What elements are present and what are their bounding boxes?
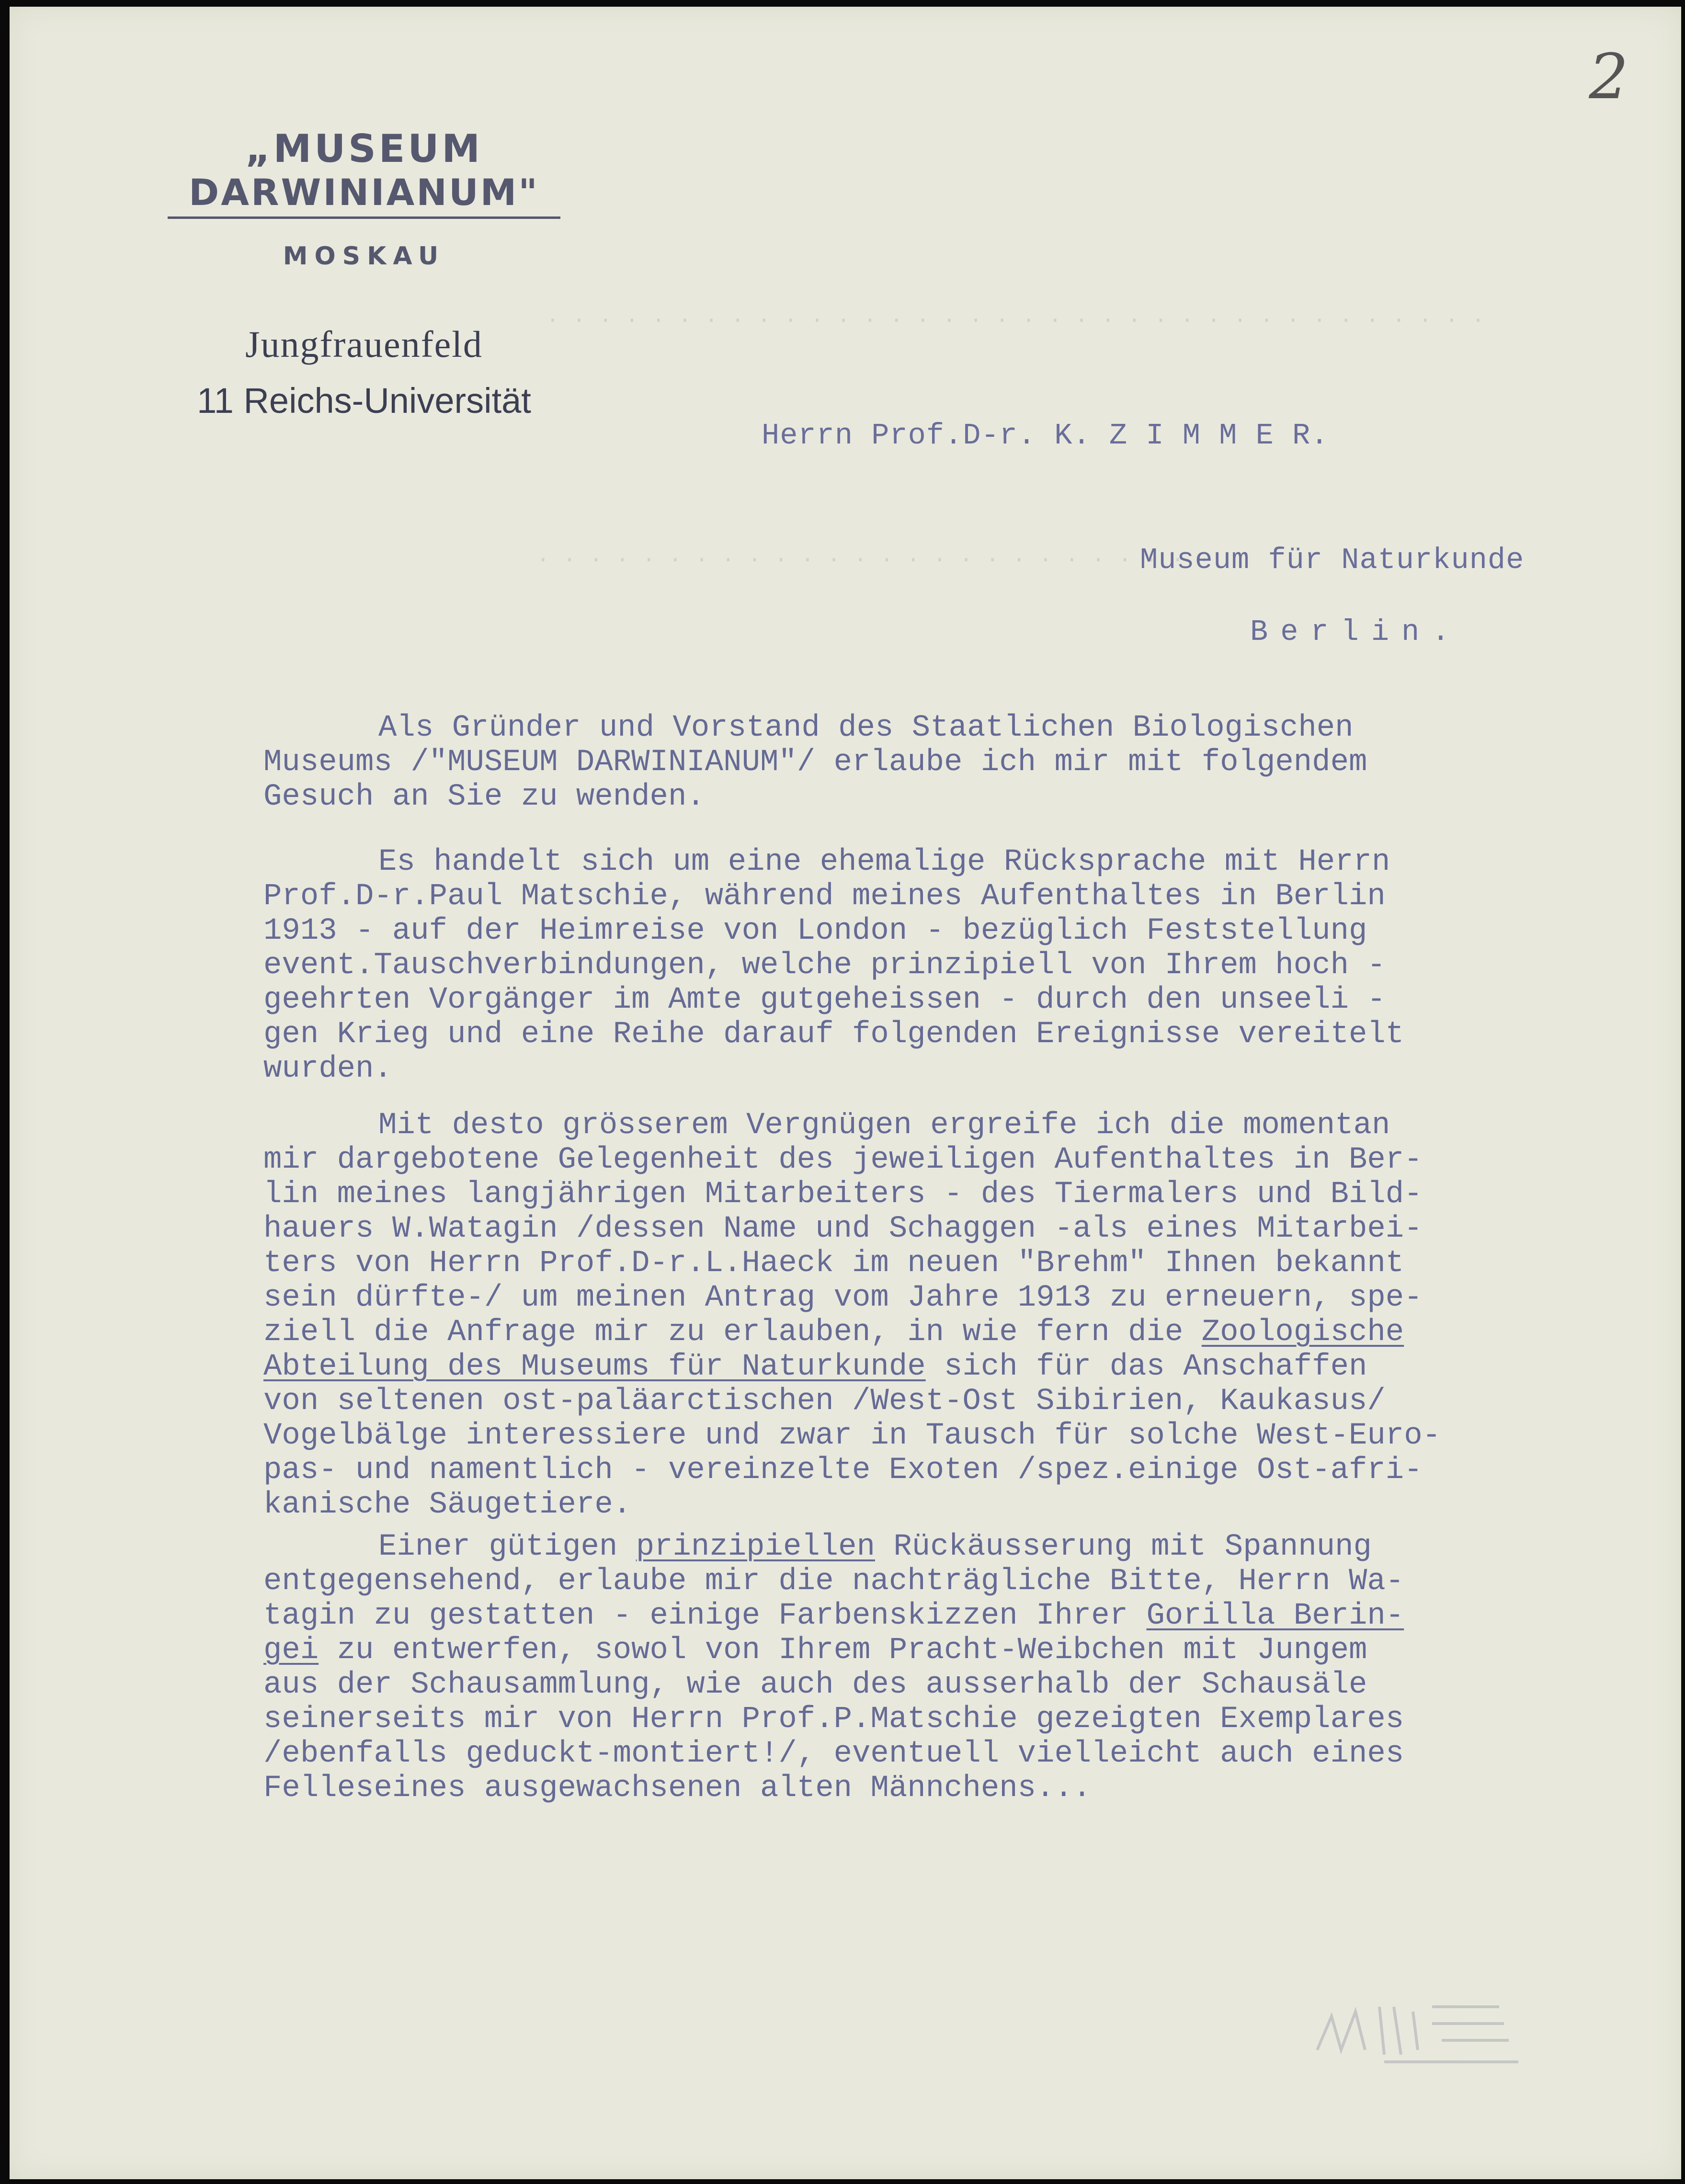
underlined-text: gei <box>263 1633 319 1668</box>
text-fragment: tagin zu gestatten - einige Farbenskizzen Ihrer <box>263 1599 1147 1633</box>
recipient-institution: Museum für Naturkunde <box>1140 543 1525 577</box>
text-line: Als Gründer und Vorstand des Staatlichen Biologischen <box>378 711 1354 745</box>
paragraph-2 <box>263 845 1624 1086</box>
text-line: Prof.D-r.Paul Matschie, während meines Aufenthaltes in Berlin <box>263 879 1386 914</box>
text-line <box>263 1633 1624 1668</box>
text-line: /ebenfalls geduckt-montiert!/, eventuell vielleicht auch eines <box>263 1737 1404 1771</box>
text-line: sein dürfte-/ um meinen Antrag vom Jahre 1913 zu erneuern, spe- <box>263 1281 1423 1315</box>
text-line: wurden. <box>263 1052 392 1086</box>
text-fragment: sich für das Anschaffen <box>925 1350 1367 1384</box>
museum-stamp <box>168 126 560 271</box>
letter-page <box>10 7 1681 2179</box>
text-fragment: Einer gütigen <box>378 1530 636 1564</box>
text-line: Felleseines ausgewachsenen alten Männchens... <box>263 1771 1092 1806</box>
text-line <box>263 1530 1624 1564</box>
text-line: Gesuch an Sie zu wenden. <box>263 780 705 814</box>
text-line: gen Krieg und eine Reihe darauf folgenden Ereignisse vereitelt <box>263 1017 1404 1052</box>
page-number-mark: 2 <box>1589 40 1628 113</box>
text-fragment: Rückäusserung mit Spannung <box>875 1530 1372 1564</box>
sender-address <box>177 323 551 421</box>
underlined-text: Gorilla Berin- <box>1146 1599 1404 1633</box>
text-fragment: ziell die Anfrage mir zu erlauben, in wie fern die <box>263 1315 1202 1350</box>
text-line: Mit desto grösserem Vergnügen ergreife ich die momentan <box>378 1108 1390 1143</box>
sender-address-street: Jungfrauenfeld <box>245 323 483 365</box>
stamp-line-2: DARWINIANUM" <box>168 171 560 219</box>
text-line: aus der Schausammlung, wie auch des ausserhalb der Schausäle <box>263 1668 1367 1702</box>
text-line <box>263 1599 1624 1633</box>
text-line <box>263 1315 1624 1350</box>
text-line: lin meines langjährigen Mitarbeiters - des Tiermalers und Bild- <box>263 1177 1423 1212</box>
faded-signature-stamp <box>1298 1978 1537 2074</box>
text-line: hauers W.Watagin /dessen Name und Schaggen -als eines Mitarbei- <box>263 1212 1423 1246</box>
text-line: pas- und namentlich - vereinzelte Exoten /spez.einige Ost-afri- <box>263 1453 1423 1488</box>
text-line <box>263 1350 1624 1384</box>
text-line: Museums /"MUSEUM DARWINIANUM"/ erlaube ich mir mit folgendem <box>263 745 1367 780</box>
text-line: entgegensehend, erlaube mir die nachträgliche Bitte, Herrn Wa- <box>263 1564 1404 1599</box>
text-line: Vogelbälge interessiere und zwar in Tausch für solche West-Euro- <box>263 1419 1441 1453</box>
underlined-text: Zoologische <box>1201 1315 1404 1350</box>
bleed-through-text: . . . . . . . . . . . . . . . . . . . . . . . . . . . . . . . . . . . . <box>546 304 1485 329</box>
paragraph-1 <box>263 711 1624 814</box>
text-line: seinerseits mir von Herrn Prof.P.Matschie gezeigten Exemplares <box>263 1702 1404 1737</box>
text-fragment: zu entwerfen, sowol von Ihrem Pracht-Weibchen mit Jungem <box>319 1633 1367 1668</box>
stamp-city: MOSKAU <box>283 242 445 271</box>
stamp-line-1: „MUSEUM <box>245 126 483 171</box>
text-line: kanische Säugetiere. <box>263 1488 632 1522</box>
bleed-through-text: . . . . . . . . . . . . . . . . . . . . . . . . . . <box>536 543 1211 568</box>
text-line: ters von Herrn Prof.D-r.L.Haeck im neuen "Brehm" Ihnen bekannt <box>263 1246 1404 1281</box>
text-line: von seltenen ost-paläarctischen /West-Ost Sibirien, Kaukasus/ <box>263 1384 1386 1419</box>
underlined-text: prinzipiellen <box>636 1530 875 1564</box>
text-line: Es handelt sich um eine ehemalige Rücksprache mit Herrn <box>378 845 1390 879</box>
text-line: 1913 - auf der Heimreise von London - bezüglich Feststellung <box>263 914 1367 948</box>
text-line: geehrten Vorgänger im Amte gutgeheissen - durch den unseeli - <box>263 983 1386 1017</box>
text-line: event.Tauschverbindungen, welche prinzipiell von Ihrem hoch - <box>263 948 1386 983</box>
recipient-name: Herrn Prof.D-r. K. Z I M M E R. <box>762 419 1329 453</box>
paragraph-4 <box>263 1530 1624 1806</box>
underlined-text: Abteilung des Museums für Naturkunde <box>263 1350 926 1384</box>
recipient-city: Berlin. <box>1250 615 1462 649</box>
text-line: mir dargebotene Gelegenheit des jeweiligen Aufenthaltes in Ber- <box>263 1143 1423 1177</box>
paragraph-3 <box>263 1108 1624 1522</box>
sender-address-building: 11 Reichs-Universität <box>197 381 531 421</box>
